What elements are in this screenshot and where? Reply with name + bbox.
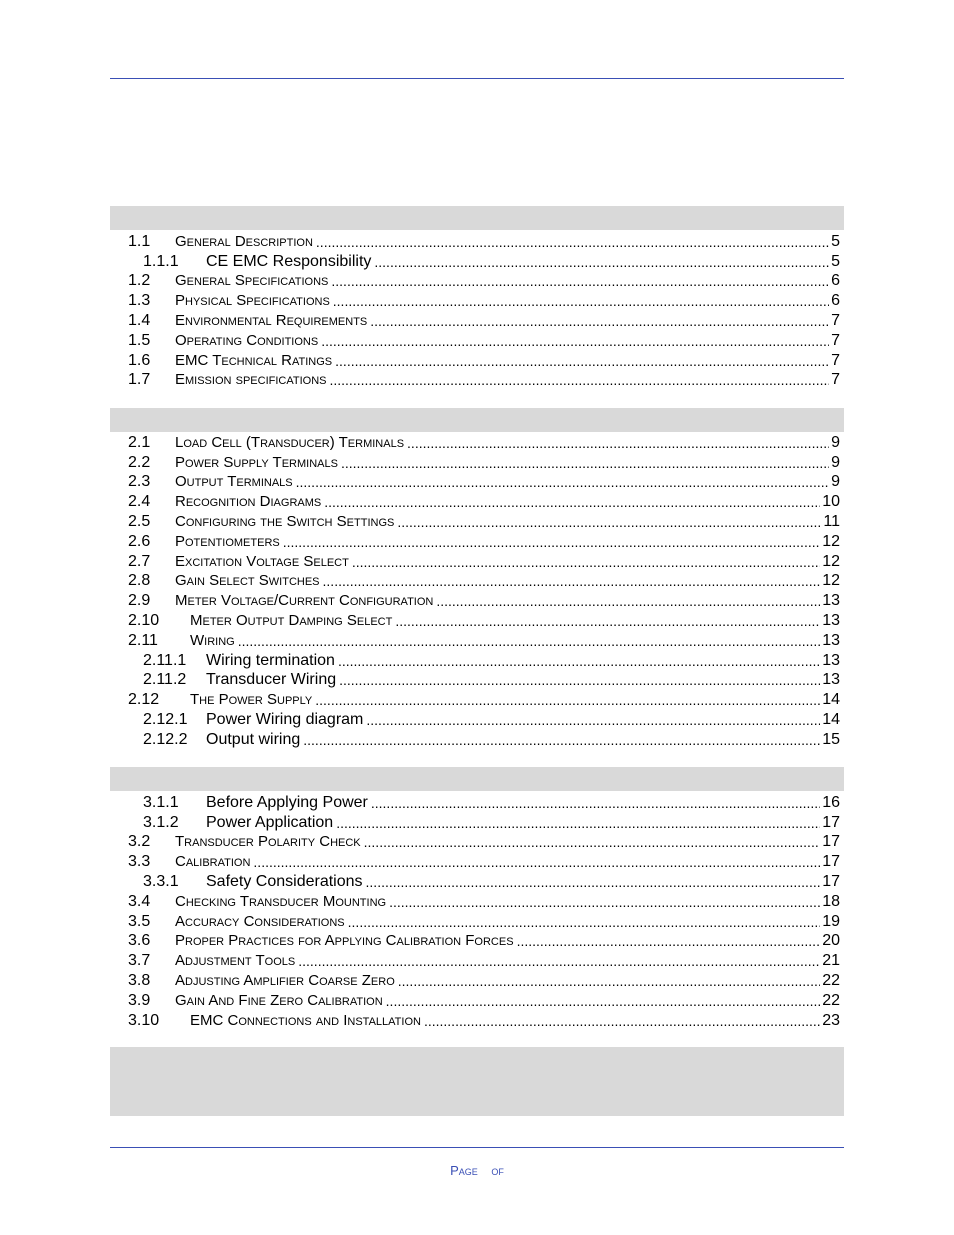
toc-entry-title: Transducer Wiring: [206, 671, 337, 689]
toc-entry-title: EMC Connections and Installation: [190, 1011, 421, 1029]
toc-entry[interactable]: [110, 1010, 840, 1030]
toc-leader-dots: [335, 353, 829, 370]
toc-leader-dots: [436, 593, 820, 610]
toc-entry[interactable]: [110, 452, 840, 472]
toc-entry-number: 1.1.1: [143, 252, 179, 270]
toc-leader-dots: [296, 474, 829, 491]
toc-entry-title: Power Wiring diagram: [206, 710, 364, 728]
toc-leader-dots: [303, 732, 820, 749]
toc-entry-title: Calibration: [175, 853, 251, 871]
toc-entry-title: Configuring the Switch Settings: [175, 512, 395, 530]
toc-entry-page: 9: [831, 433, 840, 451]
toc-entry[interactable]: [110, 729, 840, 749]
toc-entry-number: 2.1: [128, 433, 151, 451]
toc-entry-page: 17: [822, 872, 840, 890]
page-footer: [0, 1163, 954, 1178]
toc-entry-number: 3.9: [128, 991, 151, 1009]
toc-entry[interactable]: [110, 911, 840, 931]
toc-entry-page: 14: [822, 710, 840, 728]
toc-entry[interactable]: [110, 630, 840, 650]
toc-leader-dots: [395, 613, 820, 630]
toc-entry-number: 3.3.1: [143, 872, 179, 890]
toc-entry-number: 2.3: [128, 473, 151, 491]
footer-page-label: Page: [450, 1163, 478, 1178]
toc-entry-title: Meter Output Damping Select: [190, 611, 393, 629]
toc-entry-page: 17: [822, 813, 840, 831]
toc-entry-title: Output wiring: [206, 730, 301, 748]
toc-leader-dots: [321, 333, 829, 350]
toc-leader-dots: [364, 834, 821, 851]
toc-leader-dots: [348, 914, 821, 931]
toc-entry[interactable]: [110, 571, 840, 591]
toc-entry-page: 5: [831, 232, 840, 250]
toc-entry-page: 7: [831, 371, 840, 389]
toc-entry[interactable]: [110, 610, 840, 630]
toc-entry[interactable]: [110, 931, 840, 951]
toc-entry-page: 12: [822, 532, 840, 550]
toc-entry-number: 2.9: [128, 592, 151, 610]
toc-entry[interactable]: [110, 812, 840, 832]
toc-entry-page: 21: [822, 952, 840, 970]
toc-entry-page: 13: [822, 651, 840, 669]
toc-leader-dots: [338, 653, 820, 670]
toc-leader-dots: [370, 313, 829, 330]
toc-leader-dots: [398, 973, 820, 990]
toc-entry-page: 16: [822, 793, 840, 811]
header-rule: [110, 78, 844, 79]
toc-leader-dots: [366, 874, 821, 891]
toc-entry-number: 3.2: [128, 833, 151, 851]
toc-leader-dots: [341, 455, 829, 472]
toc-entry[interactable]: [110, 290, 840, 310]
toc-entry-title: Wiring: [190, 631, 235, 649]
section-heading-band-4: [110, 1047, 844, 1116]
toc-entry-title: General Specifications: [175, 272, 329, 290]
toc-entry[interactable]: [110, 851, 840, 871]
toc-entry-page: 9: [831, 473, 840, 491]
toc-entry-number: 3.7: [128, 952, 151, 970]
toc-entry-number: 3.10: [128, 1011, 160, 1029]
toc-entry-number: 3.1.1: [143, 793, 179, 811]
toc-entry-title: Proper Practices for Applying Calibration Forces: [175, 932, 514, 950]
toc-leader-dots: [316, 234, 829, 251]
toc-entry-page: 13: [822, 671, 840, 689]
toc-entry[interactable]: [110, 251, 840, 271]
toc-entry-title: Physical Specifications: [175, 292, 330, 310]
section-heading-band-1: [110, 206, 844, 230]
toc-entry-page: 17: [822, 833, 840, 851]
toc-entry-number: 2.4: [128, 493, 151, 511]
section-heading-band-3: [110, 767, 844, 791]
toc-entry[interactable]: [110, 551, 840, 571]
toc-entry-number: 2.8: [128, 572, 151, 590]
toc-entry-title: The Power Supply: [190, 691, 313, 709]
toc-entry-number: 2.6: [128, 532, 151, 550]
toc-entry-number: 3.8: [128, 971, 151, 989]
toc-leader-dots: [366, 712, 820, 729]
toc-leader-dots: [389, 894, 820, 911]
toc-leader-dots: [517, 933, 821, 950]
toc-entry[interactable]: [110, 670, 840, 690]
toc-entry-title: Gain And Fine Zero Calibration: [175, 991, 383, 1009]
toc-leader-dots: [238, 633, 820, 650]
toc-entry-number: 1.6: [128, 351, 151, 369]
toc-entry[interactable]: [110, 531, 840, 551]
toc-leader-dots: [397, 514, 821, 531]
toc-leader-dots: [386, 993, 821, 1010]
toc-entry[interactable]: [110, 891, 840, 911]
toc-leader-dots: [283, 534, 820, 551]
toc-entry[interactable]: [110, 650, 840, 670]
toc-entry-page: 12: [822, 572, 840, 590]
toc-leader-dots: [324, 494, 820, 511]
toc-leader-dots: [339, 672, 820, 689]
footer-of-label: of: [491, 1163, 504, 1178]
toc-entry-number: 2.7: [128, 552, 151, 570]
toc-entry-number: 1.3: [128, 292, 151, 310]
toc-leader-dots: [424, 1013, 820, 1030]
toc-entry-page: 5: [831, 252, 840, 270]
toc-leader-dots: [374, 254, 829, 271]
toc-entry[interactable]: [110, 950, 840, 970]
toc-entry-page: 6: [831, 292, 840, 310]
toc-entry-number: 1.1: [128, 232, 151, 250]
toc-entry[interactable]: [110, 432, 840, 452]
toc-leader-dots: [371, 795, 820, 812]
toc-entry-page: 10: [822, 493, 840, 511]
toc-entry-page: 22: [822, 991, 840, 1009]
toc-entry[interactable]: [110, 491, 840, 511]
toc-leader-dots: [336, 815, 820, 832]
toc-entry-title: Power Supply Terminals: [175, 453, 338, 471]
toc-entry[interactable]: [110, 792, 840, 812]
toc-entry-title: Power Application: [206, 813, 334, 831]
footer-rule: [110, 1147, 844, 1148]
toc-leader-dots: [329, 372, 829, 389]
toc-entry[interactable]: [110, 832, 840, 852]
toc-entry-page: 12: [822, 552, 840, 570]
toc-entry-number: 2.12.1: [143, 710, 188, 728]
toc-entry-page: 19: [822, 912, 840, 930]
toc-entry-number: 2.2: [128, 453, 151, 471]
toc-leader-dots: [352, 554, 820, 571]
toc-entry[interactable]: [110, 511, 840, 531]
toc-entry-page: 9: [831, 453, 840, 471]
toc-entry-page: 14: [822, 691, 840, 709]
toc-entry-page: 13: [822, 611, 840, 629]
toc-entry-page: 7: [831, 311, 840, 329]
toc-entry[interactable]: [110, 871, 840, 891]
toc-entry-title: Environmental Requirements: [175, 311, 368, 329]
toc-entry-number: 3.4: [128, 892, 151, 910]
toc-entry[interactable]: [110, 231, 840, 251]
toc-entry[interactable]: [110, 370, 840, 390]
toc-entry[interactable]: [110, 350, 840, 370]
toc-entry-page: 13: [822, 631, 840, 649]
toc-entry-page: 13: [822, 592, 840, 610]
toc-entry[interactable]: [110, 970, 840, 990]
toc-entry-number: 2.12: [128, 691, 160, 709]
toc-entry-number: 2.11.1: [143, 651, 187, 669]
toc-entry-page: 20: [822, 932, 840, 950]
toc-leader-dots: [253, 854, 820, 871]
toc-entry-number: 3.3: [128, 853, 151, 871]
toc-entry-title: Potentiometers: [175, 532, 280, 550]
toc-entry-title: Safety Considerations: [206, 872, 363, 890]
toc-entry-number: 2.12.2: [143, 730, 188, 748]
toc-entry-title: Checking Transducer Mounting: [175, 892, 387, 910]
toc-entry-number: 1.7: [128, 371, 151, 389]
toc-entry-title: CE EMC Responsibility: [206, 252, 372, 270]
toc-entry-title: Gain Select Switches: [175, 572, 320, 590]
toc-entry-title: Load Cell (Transducer) Terminals: [175, 433, 405, 451]
toc-entry[interactable]: [110, 271, 840, 291]
toc-entry-page: 15: [822, 730, 840, 748]
toc-entry-number: 3.5: [128, 912, 151, 930]
toc-entry-title: Transducer Polarity Check: [175, 833, 361, 851]
toc-entry-number: 3.1.2: [143, 813, 179, 831]
toc-entry[interactable]: [110, 689, 840, 709]
toc-leader-dots: [333, 293, 829, 310]
toc-entry-page: 23: [822, 1011, 840, 1029]
toc-entry[interactable]: [110, 709, 840, 729]
toc-entry-page: 7: [831, 351, 840, 369]
toc-entry-number: 1.4: [128, 311, 151, 329]
toc-entry-title: Wiring termination: [206, 651, 335, 669]
toc-entry[interactable]: [110, 472, 840, 492]
toc-entry-page: 17: [822, 853, 840, 871]
toc-entry-title: Meter Voltage/Current Configuration: [175, 592, 434, 610]
toc-entry-page: 11: [823, 512, 840, 530]
toc-leader-dots: [298, 953, 820, 970]
toc-entry-title: Adjusting Amplifier Coarse Zero: [175, 971, 395, 989]
toc-leader-dots: [323, 573, 821, 590]
toc-entry-title: Operating Conditions: [175, 331, 319, 349]
toc-leader-dots: [407, 435, 829, 452]
toc-entry-title: General Description: [175, 232, 313, 250]
toc-leader-dots: [331, 273, 829, 290]
toc-leader-dots: [315, 692, 820, 709]
toc-entry[interactable]: [110, 310, 840, 330]
toc-entry-title: Before Applying Power: [206, 793, 368, 811]
toc-entry-title: Emission specifications: [175, 371, 327, 389]
toc-entry-page: 22: [822, 971, 840, 989]
toc-entry-number: 2.10: [128, 611, 160, 629]
toc-entry-number: 3.6: [128, 932, 151, 950]
toc-entry-title: EMC Technical Ratings: [175, 351, 333, 369]
toc-entry[interactable]: [110, 330, 840, 350]
toc-entry-page: 18: [822, 892, 840, 910]
toc-entry-number: 1.5: [128, 331, 151, 349]
toc-entry[interactable]: [110, 990, 840, 1010]
toc-entry-title: Output Terminals: [175, 473, 293, 491]
toc-entry-title: Accuracy Considerations: [175, 912, 345, 930]
toc-entry-number: 2.11.2: [143, 671, 187, 689]
toc-entry-number: 2.11: [128, 631, 158, 649]
toc-entry[interactable]: [110, 590, 840, 610]
toc-entry-title: Excitation Voltage Select: [175, 552, 349, 570]
toc-entry-page: 7: [831, 331, 840, 349]
toc-entry-title: Adjustment Tools: [175, 952, 296, 970]
toc-entry-number: 2.5: [128, 512, 151, 530]
toc-entry-title: Recognition Diagrams: [175, 493, 322, 511]
toc-entry-number: 1.2: [128, 272, 151, 290]
section-heading-band-2: [110, 408, 844, 432]
toc-entry-page: 6: [831, 272, 840, 290]
